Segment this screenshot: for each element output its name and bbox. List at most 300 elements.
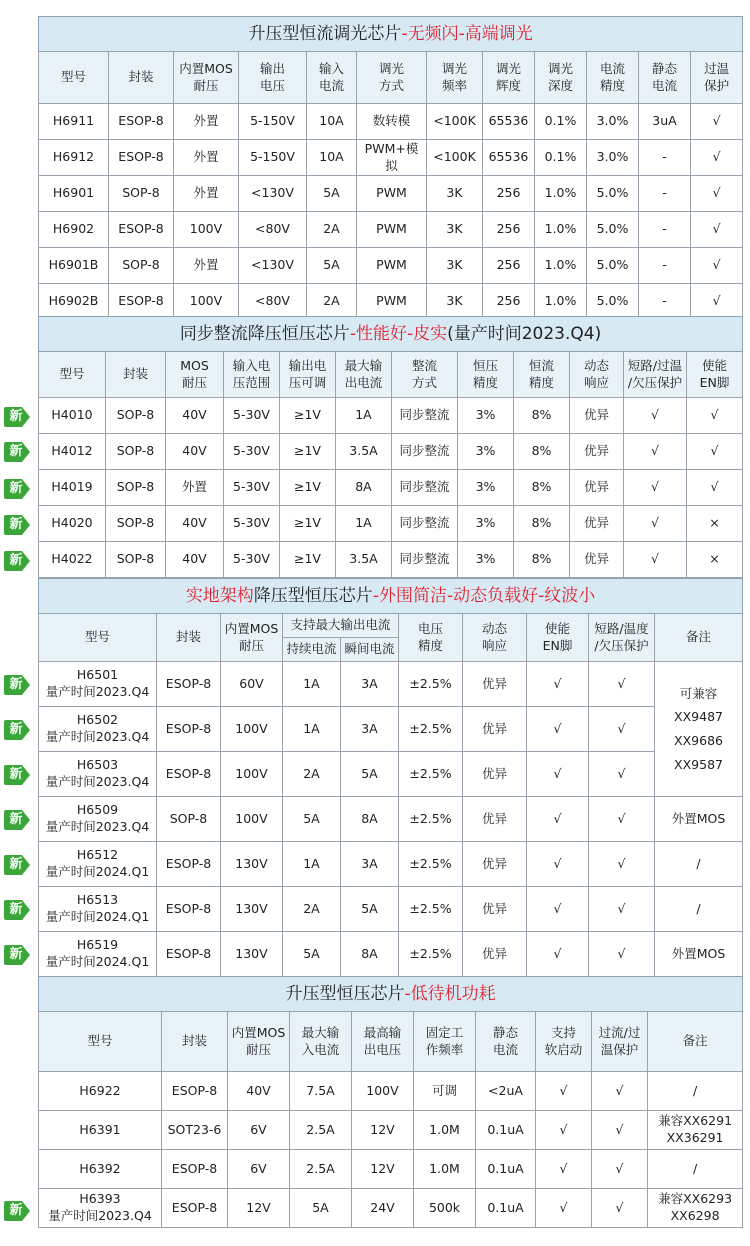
title-highlight-text: -低待机功耗	[404, 983, 496, 1004]
table-cell: 0.1%	[535, 104, 587, 140]
table-cell: <80V	[239, 212, 307, 248]
table-cell: 3%	[458, 542, 514, 578]
table-cell: 12V	[352, 1111, 414, 1150]
table-cell: 8%	[514, 506, 570, 542]
table-row	[39, 506, 743, 542]
table-cell: 3.5A	[336, 542, 392, 578]
table-cell: 1A	[283, 842, 341, 887]
table-cell: SOP-8	[106, 398, 166, 434]
title-highlight-text: -外围简洁-动态负载好-纹波小	[372, 585, 596, 606]
table-cell: 130V	[221, 887, 283, 932]
model-cell: H6513 量产时间2024.Q1	[39, 887, 157, 932]
table-cell: <130V	[239, 248, 307, 284]
table-cell: 8A	[341, 932, 399, 977]
table-cell: 3%	[458, 434, 514, 470]
table-cell: √	[527, 932, 589, 977]
header-cell: 封装	[157, 614, 221, 662]
table-cell: SOT23-6	[162, 1111, 228, 1150]
table-cell: -	[639, 284, 691, 320]
note-cell: 可兼容 XX9487 XX9686 XX9587	[655, 662, 743, 797]
table-cell: ±2.5%	[399, 707, 463, 752]
model-cell: H6512 量产时间2024.Q1	[39, 842, 157, 887]
table-cell: √	[592, 1072, 648, 1111]
table-cell: 同步整流	[392, 506, 458, 542]
title-highlight-text: -性能好-皮实	[349, 323, 448, 344]
table-cell: SOP-8	[106, 542, 166, 578]
table-cell: 优异	[570, 398, 624, 434]
table-cell: 8%	[514, 398, 570, 434]
table-cell: 优异	[463, 662, 527, 707]
table-cell: 5.0%	[587, 176, 639, 212]
header-cell: 调光 深度	[535, 52, 587, 104]
title-tail-text: (量产时间2023.Q4)	[447, 323, 602, 344]
table-row	[39, 842, 743, 887]
table-cell: ≥1V	[280, 506, 336, 542]
table-cell: √	[536, 1189, 592, 1228]
table-cell: 3K	[427, 284, 483, 320]
table-cell: 优异	[463, 932, 527, 977]
table-cell: 256	[483, 248, 535, 284]
header-cell: 调光 频率	[427, 52, 483, 104]
table-cell: PWM+模拟	[357, 140, 427, 176]
table-cell: ≥1V	[280, 542, 336, 578]
section-title	[39, 977, 743, 1012]
table-row	[39, 248, 743, 284]
table-cell: 5A	[307, 248, 357, 284]
table-cell: 8A	[341, 797, 399, 842]
table-cell: ESOP-8	[157, 932, 221, 977]
table-cell: 1.0%	[535, 176, 587, 212]
table-cell: 1A	[336, 398, 392, 434]
table-cell: 外置	[166, 470, 224, 506]
table-cell: √	[589, 887, 655, 932]
table-cell: √	[527, 842, 589, 887]
new-badge	[3, 718, 31, 742]
table-cell: √	[589, 932, 655, 977]
note-cell: 外置MOS	[655, 932, 743, 977]
new-badge-label: 新	[9, 517, 23, 532]
table-cell: 5-30V	[224, 434, 280, 470]
table-cell: 5-30V	[224, 470, 280, 506]
table-row	[39, 1111, 743, 1150]
table-cell: 12V	[228, 1189, 290, 1228]
table-cell: ±2.5%	[399, 752, 463, 797]
model-cell: H6912	[39, 140, 109, 176]
table-cell: ≥1V	[280, 434, 336, 470]
header-cell: 型号	[39, 1012, 162, 1072]
table-cell: 3A	[341, 707, 399, 752]
table-cell: SOP-8	[109, 248, 174, 284]
table-cell: 100V	[221, 707, 283, 752]
table-cell: 外置	[174, 140, 239, 176]
header-cell: 过流/过 温保护	[592, 1012, 648, 1072]
table-cell: 0.1uA	[476, 1150, 536, 1189]
buck-cv-body	[39, 662, 743, 977]
model-cell: H4022	[39, 542, 106, 578]
table-row	[39, 1189, 743, 1228]
table-cell: 8A	[336, 470, 392, 506]
table-cell: 24V	[352, 1189, 414, 1228]
header-cell: 型号	[39, 614, 157, 662]
table-cell: 1.0M	[414, 1150, 476, 1189]
new-badge-label: 新	[9, 444, 23, 459]
model-cell: H4020	[39, 506, 106, 542]
table-cell: 外置	[174, 248, 239, 284]
table-cell: √	[536, 1150, 592, 1189]
header-cell: 输出 电压	[239, 52, 307, 104]
note-cell: 外置MOS	[655, 797, 743, 842]
model-cell: H6911	[39, 104, 109, 140]
section-buck-cv	[38, 578, 742, 977]
note-cell: /	[655, 842, 743, 887]
model-cell: H6391	[39, 1111, 162, 1150]
table-cell: 同步整流	[392, 398, 458, 434]
model-cell: H6519 量产时间2024.Q1	[39, 932, 157, 977]
header-cell: 支持 软启动	[536, 1012, 592, 1072]
table-cell: SOP-8	[106, 470, 166, 506]
table-cell: 3uA	[639, 104, 691, 140]
table-cell: √	[687, 398, 743, 434]
header-cell: 短路/过温 /欠压保护	[624, 352, 687, 398]
table-cell: 同步整流	[392, 434, 458, 470]
header-cell: 过温 保护	[691, 52, 743, 104]
model-cell: H4012	[39, 434, 106, 470]
table-cell: ESOP-8	[157, 887, 221, 932]
table-cell: 65536	[483, 140, 535, 176]
header-cell: 调光 方式	[357, 52, 427, 104]
table-cell: √	[624, 470, 687, 506]
table-cell: 256	[483, 176, 535, 212]
table-cell: 优异	[570, 542, 624, 578]
header-cell: 输入 电流	[307, 52, 357, 104]
table-cell: √	[624, 434, 687, 470]
table-cell: 60V	[221, 662, 283, 707]
table-cell: 2A	[283, 887, 341, 932]
table-cell: 1A	[336, 506, 392, 542]
header-row	[39, 52, 743, 104]
header-cell: 支持最大输出电流	[283, 614, 399, 638]
table-cell: <100K	[427, 104, 483, 140]
table-row	[39, 470, 743, 506]
table-cell: 5-150V	[239, 140, 307, 176]
header-cell: 静态 电流	[639, 52, 691, 104]
table-row	[39, 542, 743, 578]
new-badge-label: 新	[9, 902, 23, 917]
boost-dimming-body	[39, 104, 743, 320]
table-cell: √	[592, 1111, 648, 1150]
table-cell: 5-30V	[224, 506, 280, 542]
table-cell: ≥1V	[280, 398, 336, 434]
new-badge-label: 新	[9, 767, 23, 782]
table-row	[39, 887, 743, 932]
model-cell: H6501 量产时间2023.Q4	[39, 662, 157, 707]
table-cell: ESOP-8	[162, 1189, 228, 1228]
model-cell: H6901	[39, 176, 109, 212]
table-cell: 5A	[341, 887, 399, 932]
new-badge-label: 新	[9, 812, 23, 827]
model-cell: H6509 量产时间2023.Q4	[39, 797, 157, 842]
new-badge	[3, 477, 31, 501]
table-cell: ESOP-8	[109, 104, 174, 140]
header-cell: 电压 精度	[399, 614, 463, 662]
table-cell: √	[624, 542, 687, 578]
title-main-text: 升压型恒压芯片	[285, 983, 405, 1004]
table-cell: 130V	[221, 932, 283, 977]
table-cell: ESOP-8	[157, 662, 221, 707]
table-cell: 12V	[352, 1150, 414, 1189]
header-cell: MOS 耐压	[166, 352, 224, 398]
new-badge-label: 新	[9, 553, 23, 568]
table-cell: 1.0%	[535, 284, 587, 320]
header-cell: 恒压 精度	[458, 352, 514, 398]
new-badge	[3, 1199, 31, 1223]
table-cell: 256	[483, 284, 535, 320]
table-cell: 500k	[414, 1189, 476, 1228]
header-row	[39, 1012, 743, 1072]
header-cell: 动态 响应	[463, 614, 527, 662]
new-badge-label: 新	[9, 857, 23, 872]
table-cell: √	[624, 398, 687, 434]
sync-buck-table	[38, 316, 743, 578]
table-cell: SOP-8	[106, 506, 166, 542]
table-cell: 1.0M	[414, 1111, 476, 1150]
table-cell: /	[648, 1150, 743, 1189]
table-cell: 优异	[570, 434, 624, 470]
table-cell: √	[527, 797, 589, 842]
table-cell: 3A	[341, 842, 399, 887]
header-cell: 型号	[39, 52, 109, 104]
new-badge	[3, 405, 31, 429]
table-cell: ±2.5%	[399, 932, 463, 977]
table-row	[39, 1150, 743, 1189]
table-cell: 2A	[307, 212, 357, 248]
title-main-text: 升压型恒流调光芯片	[248, 23, 402, 44]
table-cell: <80V	[239, 284, 307, 320]
new-badge-label: 新	[9, 481, 23, 496]
header-cell: 动态 响应	[570, 352, 624, 398]
table-row	[39, 932, 743, 977]
table-cell: √	[691, 140, 743, 176]
table-cell: 0.1%	[535, 140, 587, 176]
table-cell: PWM	[357, 284, 427, 320]
table-cell: 2A	[283, 752, 341, 797]
header-cell: 使能 EN脚	[527, 614, 589, 662]
table-cell: 100V	[221, 752, 283, 797]
table-cell: 2A	[307, 284, 357, 320]
table-cell: -	[639, 176, 691, 212]
model-cell: H6503 量产时间2023.Q4	[39, 752, 157, 797]
table-cell: 40V	[166, 542, 224, 578]
table-row	[39, 176, 743, 212]
model-cell: H6392	[39, 1150, 162, 1189]
table-cell: 8%	[514, 434, 570, 470]
header-cell: 电流 精度	[587, 52, 639, 104]
table-cell: 10A	[307, 104, 357, 140]
note-cell: /	[655, 887, 743, 932]
new-badge-label: 新	[9, 409, 23, 424]
table-cell: 3K	[427, 212, 483, 248]
new-badge-label: 新	[9, 947, 23, 962]
table-cell: PWM	[357, 176, 427, 212]
table-row	[39, 752, 743, 797]
table-row	[39, 434, 743, 470]
new-badge	[3, 808, 31, 832]
model-cell: H6393 量产时间2023.Q4	[39, 1189, 162, 1228]
table-cell: 256	[483, 212, 535, 248]
table-cell: ±2.5%	[399, 887, 463, 932]
table-row	[39, 662, 743, 707]
table-row	[39, 104, 743, 140]
boost-dimming-table	[38, 16, 743, 320]
table-cell: SOP-8	[157, 797, 221, 842]
new-badge	[3, 440, 31, 464]
table-cell: 3%	[458, 506, 514, 542]
section-title	[39, 317, 743, 352]
table-cell: 40V	[166, 506, 224, 542]
table-cell: ±2.5%	[399, 797, 463, 842]
header-cell: 内置MOS 耐压	[228, 1012, 290, 1072]
table-cell: ESOP-8	[162, 1072, 228, 1111]
model-cell: H6502 量产时间2023.Q4	[39, 707, 157, 752]
buck-cv-table	[38, 578, 743, 977]
new-badge	[3, 898, 31, 922]
table-cell: 同步整流	[392, 470, 458, 506]
table-cell: √	[687, 434, 743, 470]
table-cell: 100V	[174, 284, 239, 320]
header-cell: 内置MOS 耐压	[221, 614, 283, 662]
model-cell: H6902	[39, 212, 109, 248]
table-cell: 3%	[458, 470, 514, 506]
header-cell: 最大输 出电流	[336, 352, 392, 398]
table-cell: √	[589, 842, 655, 887]
header-cell: 备注	[655, 614, 743, 662]
table-cell: 6V	[228, 1111, 290, 1150]
table-cell: √	[527, 662, 589, 707]
table-cell: 2.5A	[290, 1111, 352, 1150]
table-cell: 5.0%	[587, 212, 639, 248]
title-highlight-text: -无频闪-高端调光	[401, 23, 533, 44]
header-cell: 输出电 压可调	[280, 352, 336, 398]
model-cell: H4010	[39, 398, 106, 434]
table-cell: √	[592, 1189, 648, 1228]
table-cell: 1.0%	[535, 212, 587, 248]
section-title	[39, 579, 743, 614]
table-cell: ESOP-8	[157, 752, 221, 797]
header-cell: 型号	[39, 352, 106, 398]
table-cell: PWM	[357, 248, 427, 284]
table-cell: <130V	[239, 176, 307, 212]
table-cell: 3A	[341, 662, 399, 707]
table-cell: ESOP-8	[157, 842, 221, 887]
table-cell: 3.0%	[587, 104, 639, 140]
header-cell: 最高输 出电压	[352, 1012, 414, 1072]
table-cell: 40V	[166, 398, 224, 434]
table-cell: 优异	[463, 842, 527, 887]
header-row	[39, 352, 743, 398]
table-cell: <100K	[427, 140, 483, 176]
table-cell: 0.1uA	[476, 1189, 536, 1228]
model-cell: H6902B	[39, 284, 109, 320]
table-cell: 130V	[221, 842, 283, 887]
header-cell: 恒流 精度	[514, 352, 570, 398]
table-cell: √	[536, 1111, 592, 1150]
title-main-text: 同步整流降压恒压芯片	[179, 323, 350, 344]
table-cell: 3K	[427, 176, 483, 212]
table-cell: 优异	[570, 470, 624, 506]
table-cell: 优异	[570, 506, 624, 542]
table-cell: √	[527, 707, 589, 752]
table-cell: 10A	[307, 140, 357, 176]
table-cell: 0.1uA	[476, 1111, 536, 1150]
header-cell: 备注	[648, 1012, 743, 1072]
table-cell: 5A	[283, 932, 341, 977]
table-cell: ESOP-8	[157, 707, 221, 752]
header-cell: 封装	[109, 52, 174, 104]
table-cell: ±2.5%	[399, 842, 463, 887]
table-cell: 3%	[458, 398, 514, 434]
table-cell: -	[639, 248, 691, 284]
table-cell: 优异	[463, 797, 527, 842]
header-cell: 固定工 作频率	[414, 1012, 476, 1072]
table-cell: 3.5A	[336, 434, 392, 470]
table-cell: 40V	[228, 1072, 290, 1111]
table-cell: √	[624, 506, 687, 542]
title-main-text: 降压型恒压芯片	[253, 585, 373, 606]
header-cell: 整流 方式	[392, 352, 458, 398]
table-cell: /	[648, 1072, 743, 1111]
table-cell: -	[639, 212, 691, 248]
model-cell: H6901B	[39, 248, 109, 284]
table-cell: 5.0%	[587, 284, 639, 320]
table-cell: √	[527, 887, 589, 932]
new-badge	[3, 763, 31, 787]
table-cell: 1A	[283, 707, 341, 752]
table-cell: SOP-8	[106, 434, 166, 470]
table-cell: 6V	[228, 1150, 290, 1189]
section-title	[39, 17, 743, 52]
table-cell: <2uA	[476, 1072, 536, 1111]
new-badge-label: 新	[9, 1203, 23, 1218]
header-cell: 持续电流	[283, 638, 341, 662]
table-cell: √	[691, 104, 743, 140]
table-cell: 2.5A	[290, 1150, 352, 1189]
model-cell: H6922	[39, 1072, 162, 1111]
table-cell: ESOP-8	[162, 1150, 228, 1189]
table-cell: 可调	[414, 1072, 476, 1111]
table-cell: 100V	[352, 1072, 414, 1111]
table-cell: 5A	[290, 1189, 352, 1228]
table-cell: 5-150V	[239, 104, 307, 140]
model-cell: H4019	[39, 470, 106, 506]
table-cell: 40V	[166, 434, 224, 470]
header-cell: 短路/温度 /欠压保护	[589, 614, 655, 662]
header-cell: 内置MOS 耐压	[174, 52, 239, 104]
table-row	[39, 398, 743, 434]
table-cell: √	[589, 707, 655, 752]
table-row	[39, 284, 743, 320]
table-cell: 兼容XX6291 XX36291	[648, 1111, 743, 1150]
table-row	[39, 707, 743, 752]
table-cell: √	[589, 752, 655, 797]
table-row	[39, 1072, 743, 1111]
table-cell: 1.0%	[535, 248, 587, 284]
table-cell: 同步整流	[392, 542, 458, 578]
sync-buck-body	[39, 398, 743, 578]
table-cell: √	[592, 1150, 648, 1189]
table-cell: 7.5A	[290, 1072, 352, 1111]
new-badge	[3, 853, 31, 877]
header-cell: 静态 电流	[476, 1012, 536, 1072]
